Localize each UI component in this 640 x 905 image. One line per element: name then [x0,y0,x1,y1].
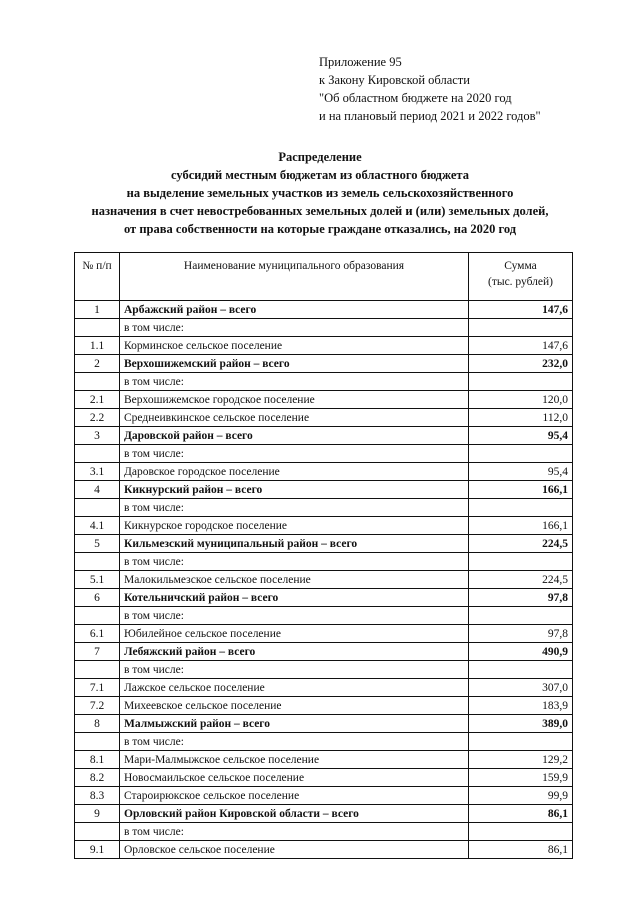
cell-name: Малмыжский район – всего [120,715,469,733]
cell-sum: 166,1 [469,517,573,535]
table-row [75,661,573,679]
cell-sum: 112,0 [469,409,573,427]
table-row [75,499,573,517]
cell-name: в том числе: [120,373,469,391]
cell-name: Орловское сельское поселение [120,841,469,859]
cell-num: 6 [75,589,120,607]
cell-sum: 86,1 [469,805,573,823]
appendix-line: "Об областном бюджете на 2020 год [319,91,512,105]
cell-sum: 224,5 [469,571,573,589]
title-line: от права собственности на которые граждане отказались, на 2020 год [123,222,517,236]
table-row [75,715,573,733]
cell-name: Верхошижемское городское поселение [120,391,469,409]
cell-sum: 147,6 [469,301,573,319]
cell-num: 8.2 [75,769,120,787]
cell-sum: 120,0 [469,391,573,409]
header-sum-line1: Сумма [504,260,537,272]
title-line: Распределение [278,150,362,164]
cell-num [75,499,120,517]
cell-sum: 224,5 [469,535,573,553]
title-line: на выделение земельных участков из земель сельскохозяйственного [126,186,514,200]
cell-name: в том числе: [120,319,469,337]
cell-sum: 307,0 [469,679,573,697]
cell-name: Корминское сельское поселение [120,337,469,355]
cell-num: 4 [75,481,120,499]
cell-num: 3.1 [75,463,120,481]
cell-sum: 95,4 [469,427,573,445]
cell-num: 3 [75,427,120,445]
table-row [75,391,573,409]
cell-num: 2.2 [75,409,120,427]
cell-name: Среднеивкинское сельское поселение [120,409,469,427]
cell-num [75,553,120,571]
cell-name: Кикнурское городское поселение [120,517,469,535]
cell-name: Кикнурский район – всего [120,481,469,499]
table-row [75,697,573,715]
header-num: № п/п [75,253,120,301]
cell-sum: 389,0 [469,715,573,733]
cell-name: Орловский район Кировской области – всего [120,805,469,823]
table-row [75,517,573,535]
cell-name: Михеевское сельское поселение [120,697,469,715]
cell-num: 8.1 [75,751,120,769]
table-row [75,427,573,445]
table-row [75,409,573,427]
cell-num: 1.1 [75,337,120,355]
cell-num [75,445,120,463]
cell-num: 9.1 [75,841,120,859]
cell-sum [469,319,573,337]
appendix-line: Приложение 95 [319,55,402,69]
table-row [75,679,573,697]
cell-sum [469,733,573,751]
table-header-row [75,253,573,301]
cell-name: Лебяжский район – всего [120,643,469,661]
table-row [75,535,573,553]
table-row [75,337,573,355]
table-row [75,751,573,769]
cell-name: в том числе: [120,445,469,463]
cell-name: в том числе: [120,607,469,625]
cell-name: Новосмаильское сельское поселение [120,769,469,787]
cell-num: 1 [75,301,120,319]
cell-sum [469,823,573,841]
cell-num [75,373,120,391]
table-row [75,355,573,373]
table-row [75,553,573,571]
table-row [75,841,573,859]
table-row [75,571,573,589]
appendix-header [319,53,541,125]
cell-name: Кильмезский муниципальный район – всего [120,535,469,553]
cell-sum [469,661,573,679]
cell-num: 2 [75,355,120,373]
cell-sum [469,553,573,571]
cell-name: Мари-Малмыжское сельское поселение [120,751,469,769]
cell-sum: 99,9 [469,787,573,805]
cell-num: 5.1 [75,571,120,589]
header-sum-line2: (тыс. рублей) [487,276,554,288]
cell-num: 2.1 [75,391,120,409]
appendix-line: и на плановый период 2021 и 2022 годов" [319,109,541,123]
table-row [75,319,573,337]
cell-num [75,661,120,679]
table-row [75,607,573,625]
cell-name: в том числе: [120,499,469,517]
cell-name: Арбажский район – всего [120,301,469,319]
table-row [75,643,573,661]
cell-sum: 183,9 [469,697,573,715]
cell-num [75,733,120,751]
table-row [75,733,573,751]
table-row [75,445,573,463]
cell-num: 7.2 [75,697,120,715]
header-sum [469,253,573,301]
cell-num: 8.3 [75,787,120,805]
cell-num [75,607,120,625]
cell-sum: 166,1 [469,481,573,499]
cell-sum [469,373,573,391]
cell-name: Даровское городское поселение [120,463,469,481]
document-title [40,148,600,238]
cell-name: Юбилейное сельское поселение [120,625,469,643]
cell-sum: 97,8 [469,625,573,643]
cell-num: 5 [75,535,120,553]
cell-num: 8 [75,715,120,733]
cell-sum: 232,0 [469,355,573,373]
cell-sum: 129,2 [469,751,573,769]
cell-sum [469,499,573,517]
cell-num [75,823,120,841]
table-row [75,301,573,319]
table-body [75,301,573,859]
cell-num: 7 [75,643,120,661]
cell-num: 7.1 [75,679,120,697]
cell-name: в том числе: [120,823,469,841]
cell-name: Верхошижемский район – всего [120,355,469,373]
table-row [75,769,573,787]
cell-sum: 147,6 [469,337,573,355]
table-row [75,373,573,391]
cell-name: Котельничский район – всего [120,589,469,607]
cell-num [75,319,120,337]
cell-name: Староирюкское сельское поселение [120,787,469,805]
cell-sum: 97,8 [469,589,573,607]
title-line: субсидий местным бюджетам из областного бюджета [171,168,469,182]
cell-name: Даровской район – всего [120,427,469,445]
subsidy-table [74,252,573,859]
cell-sum: 159,9 [469,769,573,787]
cell-name: Лажское сельское поселение [120,679,469,697]
table-row [75,625,573,643]
table-row [75,463,573,481]
cell-sum: 95,4 [469,463,573,481]
title-line: назначения в счет невостребованных земельных долей и (или) земельных долей, [91,204,549,218]
header-name: Наименование муниципального образования [120,253,469,301]
table-row [75,787,573,805]
cell-name: в том числе: [120,553,469,571]
cell-sum: 490,9 [469,643,573,661]
table-row [75,823,573,841]
cell-sum [469,607,573,625]
cell-sum [469,445,573,463]
cell-sum: 86,1 [469,841,573,859]
table-row [75,481,573,499]
cell-num: 9 [75,805,120,823]
appendix-line: к Закону Кировской области [319,73,470,87]
cell-name: в том числе: [120,733,469,751]
table-row [75,805,573,823]
cell-name: в том числе: [120,661,469,679]
cell-num: 6.1 [75,625,120,643]
cell-num: 4.1 [75,517,120,535]
table-row [75,589,573,607]
cell-name: Малокильмезское сельское поселение [120,571,469,589]
